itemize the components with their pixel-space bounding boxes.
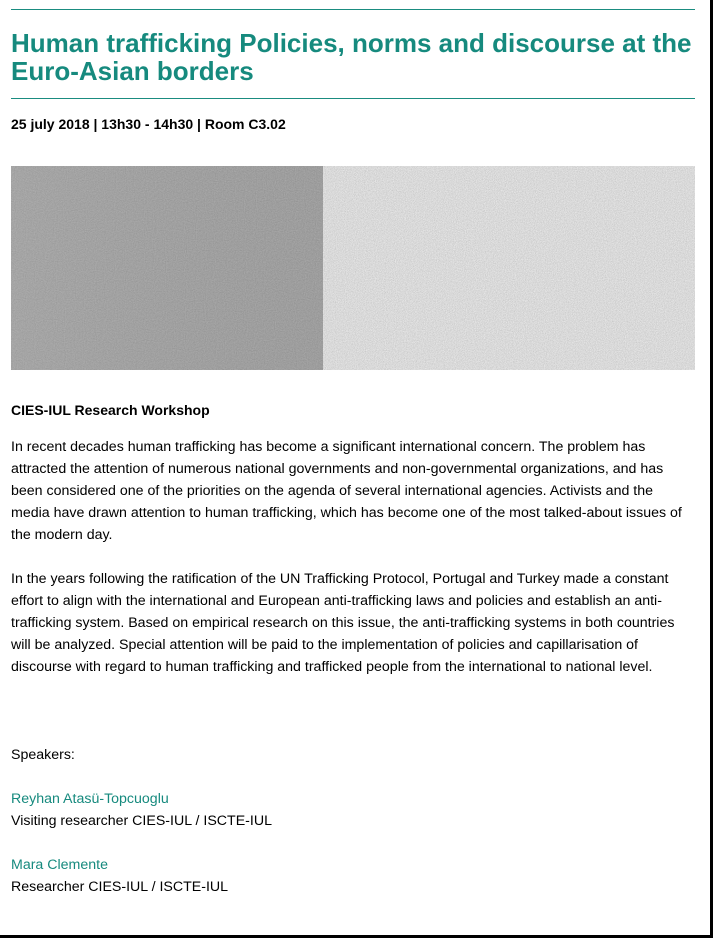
description-paragraph-2: In the years following the ratification of the UN Trafficking Protocol, Portugal and Turkey made a constant effort to align with the international and European anti-trafficking laws and policies and establish an anti-trafficking system. Based on empirical research on this issue, the anti-trafficking systems in both countries will be analyzed. Special attention will be paid to the implementation of policies and capillarisation of discourse with regard to human trafficking and trafficked people from the international to national level. bbox=[11, 571, 675, 675]
speaker-entry bbox=[11, 854, 695, 898]
speaker-name-link[interactable]: Mara Clemente bbox=[11, 857, 108, 873]
speaker-role: Researcher CIES-IUL / ISCTE-IUL bbox=[11, 879, 229, 895]
description-paragraph-1: In recent decades human trafficking has become a significant international concern. The problem has attracted the attention of numerous national governments and non-governmental organizations, and has been considered one of the priorities on the agenda of several international agencies. Activists and the media have drawn attention to human trafficking, which has become one of the most talked-about issues of the modern day. bbox=[11, 439, 682, 543]
speaker-name-link[interactable]: Reyhan Atasü-Topcuoglu bbox=[11, 791, 169, 807]
speaker-entry bbox=[11, 788, 695, 832]
speaker-role: Visiting researcher CIES-IUL / ISCTE-IUL bbox=[11, 813, 272, 829]
speakers-label: Speakers: bbox=[11, 747, 75, 763]
event-date-time-room: 25 july 2018 | 13h30 - 14h30 | Room C3.02 bbox=[11, 116, 286, 132]
title-divider bbox=[11, 98, 695, 99]
workshop-label: CIES-IUL Research Workshop bbox=[11, 402, 210, 418]
event-title: Human trafficking Policies, norms and discourse at the Euro-Asian borders bbox=[11, 28, 692, 86]
top-divider bbox=[11, 9, 695, 10]
event-banner-image bbox=[11, 166, 695, 370]
event-article bbox=[11, 0, 695, 898]
